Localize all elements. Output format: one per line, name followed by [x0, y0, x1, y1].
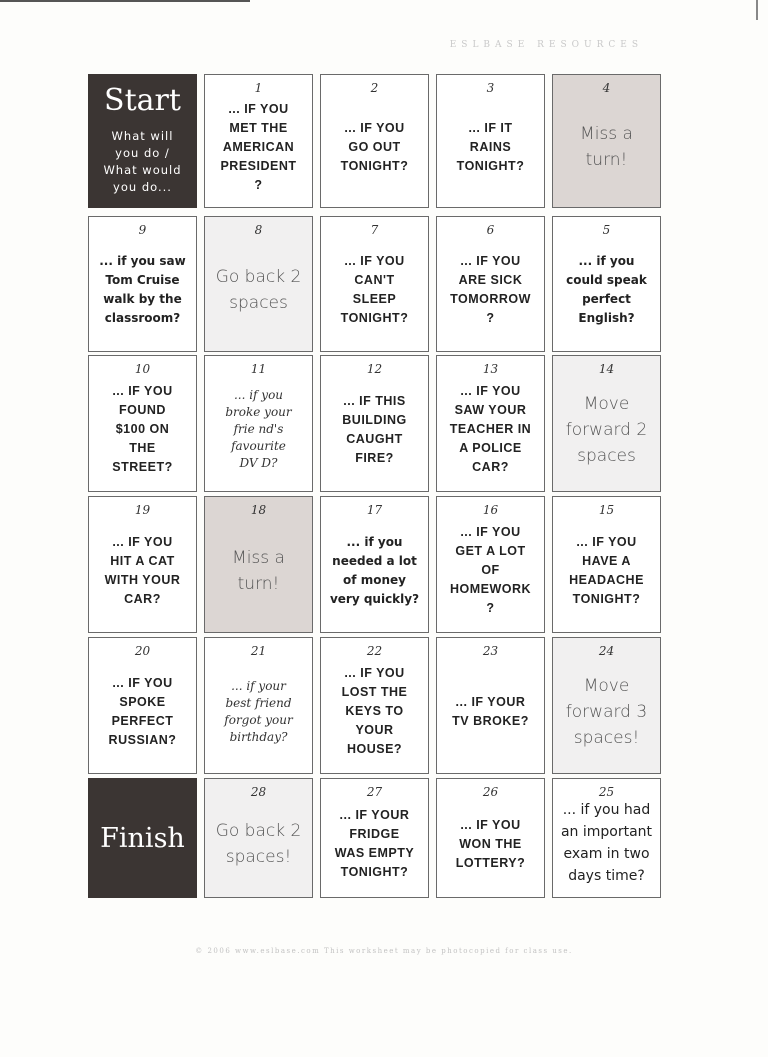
start-title: Start	[104, 83, 181, 118]
square-question-text: ... if you had an important exam in two days time?	[560, 802, 653, 884]
square-number: 8	[254, 223, 263, 237]
square-question-text: ... IF YOUR FRIDGE WAS EMPTY TONIGHT?	[334, 808, 415, 879]
board-square-11	[204, 355, 313, 492]
square-number: 15	[598, 503, 615, 517]
square-question-text: ... IF YOU HIT A CAT WITH YOUR CAR?	[104, 534, 181, 606]
square-question-text: ... IF YOU HAVE A HEADACHE TONIGHT?	[569, 534, 644, 606]
square-action-text: Miss a turn!	[232, 547, 285, 594]
board-square-25	[552, 778, 661, 898]
square-number: 11	[250, 362, 267, 376]
board-square-3	[436, 74, 545, 208]
square-number: 3	[486, 81, 495, 95]
square-question-text: ... if you broke your frie nd's favourite DV D?	[225, 388, 292, 470]
square-number: 9	[138, 223, 147, 237]
board-square-27	[320, 778, 429, 898]
square-question-text: ... if you saw Tom Cruise walk by the classroom?	[99, 254, 186, 325]
square-number: 22	[366, 644, 383, 658]
start-square	[88, 74, 197, 208]
square-action-text: Move forward 2 spaces	[565, 393, 648, 466]
square-question-text: ... if your best friend forgot your birthday?	[224, 678, 293, 744]
square-action-text: Go back 2 spaces!	[215, 821, 302, 867]
square-number: 27	[366, 785, 383, 799]
board-square-8	[204, 216, 313, 352]
board-square-21	[204, 637, 313, 774]
board-square-26	[436, 778, 545, 898]
square-action-text: Move forward 3 spaces!	[565, 675, 648, 748]
square-number: 6	[486, 223, 495, 237]
square-number: 13	[482, 362, 499, 376]
square-number: 19	[134, 503, 151, 517]
square-question-text: ... IF YOU LOST THE KEYS TO YOUR HOUSE?	[341, 666, 408, 756]
board-square-23	[436, 637, 545, 774]
square-question-text: ... IF YOU MET THE AMERICAN PRESIDENT ?	[220, 101, 297, 192]
square-number: 23	[482, 644, 499, 658]
square-number: 14	[598, 362, 615, 376]
square-question-text: ... if you needed a lot of money very quickly?	[329, 534, 420, 606]
board-square-18	[204, 496, 313, 633]
square-number: 21	[250, 644, 267, 658]
scan-edge-mark	[756, 0, 758, 20]
board-square-5	[552, 216, 661, 352]
square-question-text: ... IF YOU SAW YOUR TEACHER IN A POLICE CAR?	[449, 384, 532, 474]
square-number: 4	[602, 81, 611, 95]
start-subtitle: What will you do / What would you do...	[103, 129, 182, 194]
square-number: 20	[134, 644, 151, 658]
board-square-28	[204, 778, 313, 898]
board-square-4	[552, 74, 661, 208]
square-question-text: ... IF YOU GET A LOT OF HOMEWORK ?	[449, 525, 532, 615]
board-square-20	[88, 637, 197, 774]
square-number: 12	[366, 362, 383, 376]
square-number: 17	[366, 503, 383, 517]
square-number: 25	[598, 785, 615, 799]
board-square-10	[88, 355, 197, 492]
board-square-1	[204, 74, 313, 208]
footer-copyright: © 2006 www.eslbase.com This worksheet may be photocopied for class use.	[195, 947, 573, 955]
square-action-text: Go back 2 spaces	[215, 267, 302, 313]
square-question-text: ... IF YOU GO OUT TONIGHT?	[340, 120, 409, 173]
square-number: 10	[134, 362, 151, 376]
square-number: 5	[602, 223, 611, 237]
board-square-2	[320, 74, 429, 208]
square-question-text: ... IF IT RAINS TONIGHT?	[456, 120, 525, 173]
board-square-7	[320, 216, 429, 352]
square-number: 24	[598, 644, 615, 658]
square-number: 16	[482, 503, 499, 517]
square-action-text: Miss a turn!	[580, 124, 633, 170]
square-number: 1	[254, 81, 263, 95]
finish-square	[88, 778, 197, 898]
square-question-text: ... IF YOUR TV BROKE?	[452, 694, 529, 728]
board-square-13	[436, 355, 545, 492]
board-square-14	[552, 355, 661, 492]
board-square-16	[436, 496, 545, 633]
square-question-text: ... IF YOU ARE SICK TOMORROW ?	[450, 254, 531, 325]
board-square-19	[88, 496, 197, 633]
header-brand: ESLBASE RESOURCES	[449, 40, 643, 50]
square-number: 18	[250, 503, 267, 517]
square-question-text: ... if you could speak perfect English?	[566, 254, 647, 325]
board-square-17	[320, 496, 429, 633]
square-question-text: ... IF YOU FOUND $100 ON THE STREET?	[112, 384, 173, 474]
board-square-6	[436, 216, 545, 352]
square-number: 28	[250, 785, 267, 799]
scan-edge-line	[0, 0, 250, 2]
square-question-text: ... IF YOU SPOKE PERFECT RUSSIAN?	[108, 675, 177, 747]
square-question-text: ... IF THIS BUILDING CAUGHT FIRE?	[342, 393, 407, 465]
square-question-text: ... IF YOU WON THE LOTTERY?	[455, 817, 526, 870]
square-number: 2	[370, 81, 379, 95]
board-square-24	[552, 637, 661, 774]
square-question-text: ... IF YOU CAN'T SLEEP TONIGHT?	[340, 254, 409, 325]
board-square-15	[552, 496, 661, 633]
board-square-9	[88, 216, 197, 352]
board-square-22	[320, 637, 429, 774]
board-square-12	[320, 355, 429, 492]
finish-title: Finish	[100, 822, 185, 854]
square-number: 26	[482, 785, 499, 799]
square-number: 7	[370, 223, 379, 237]
